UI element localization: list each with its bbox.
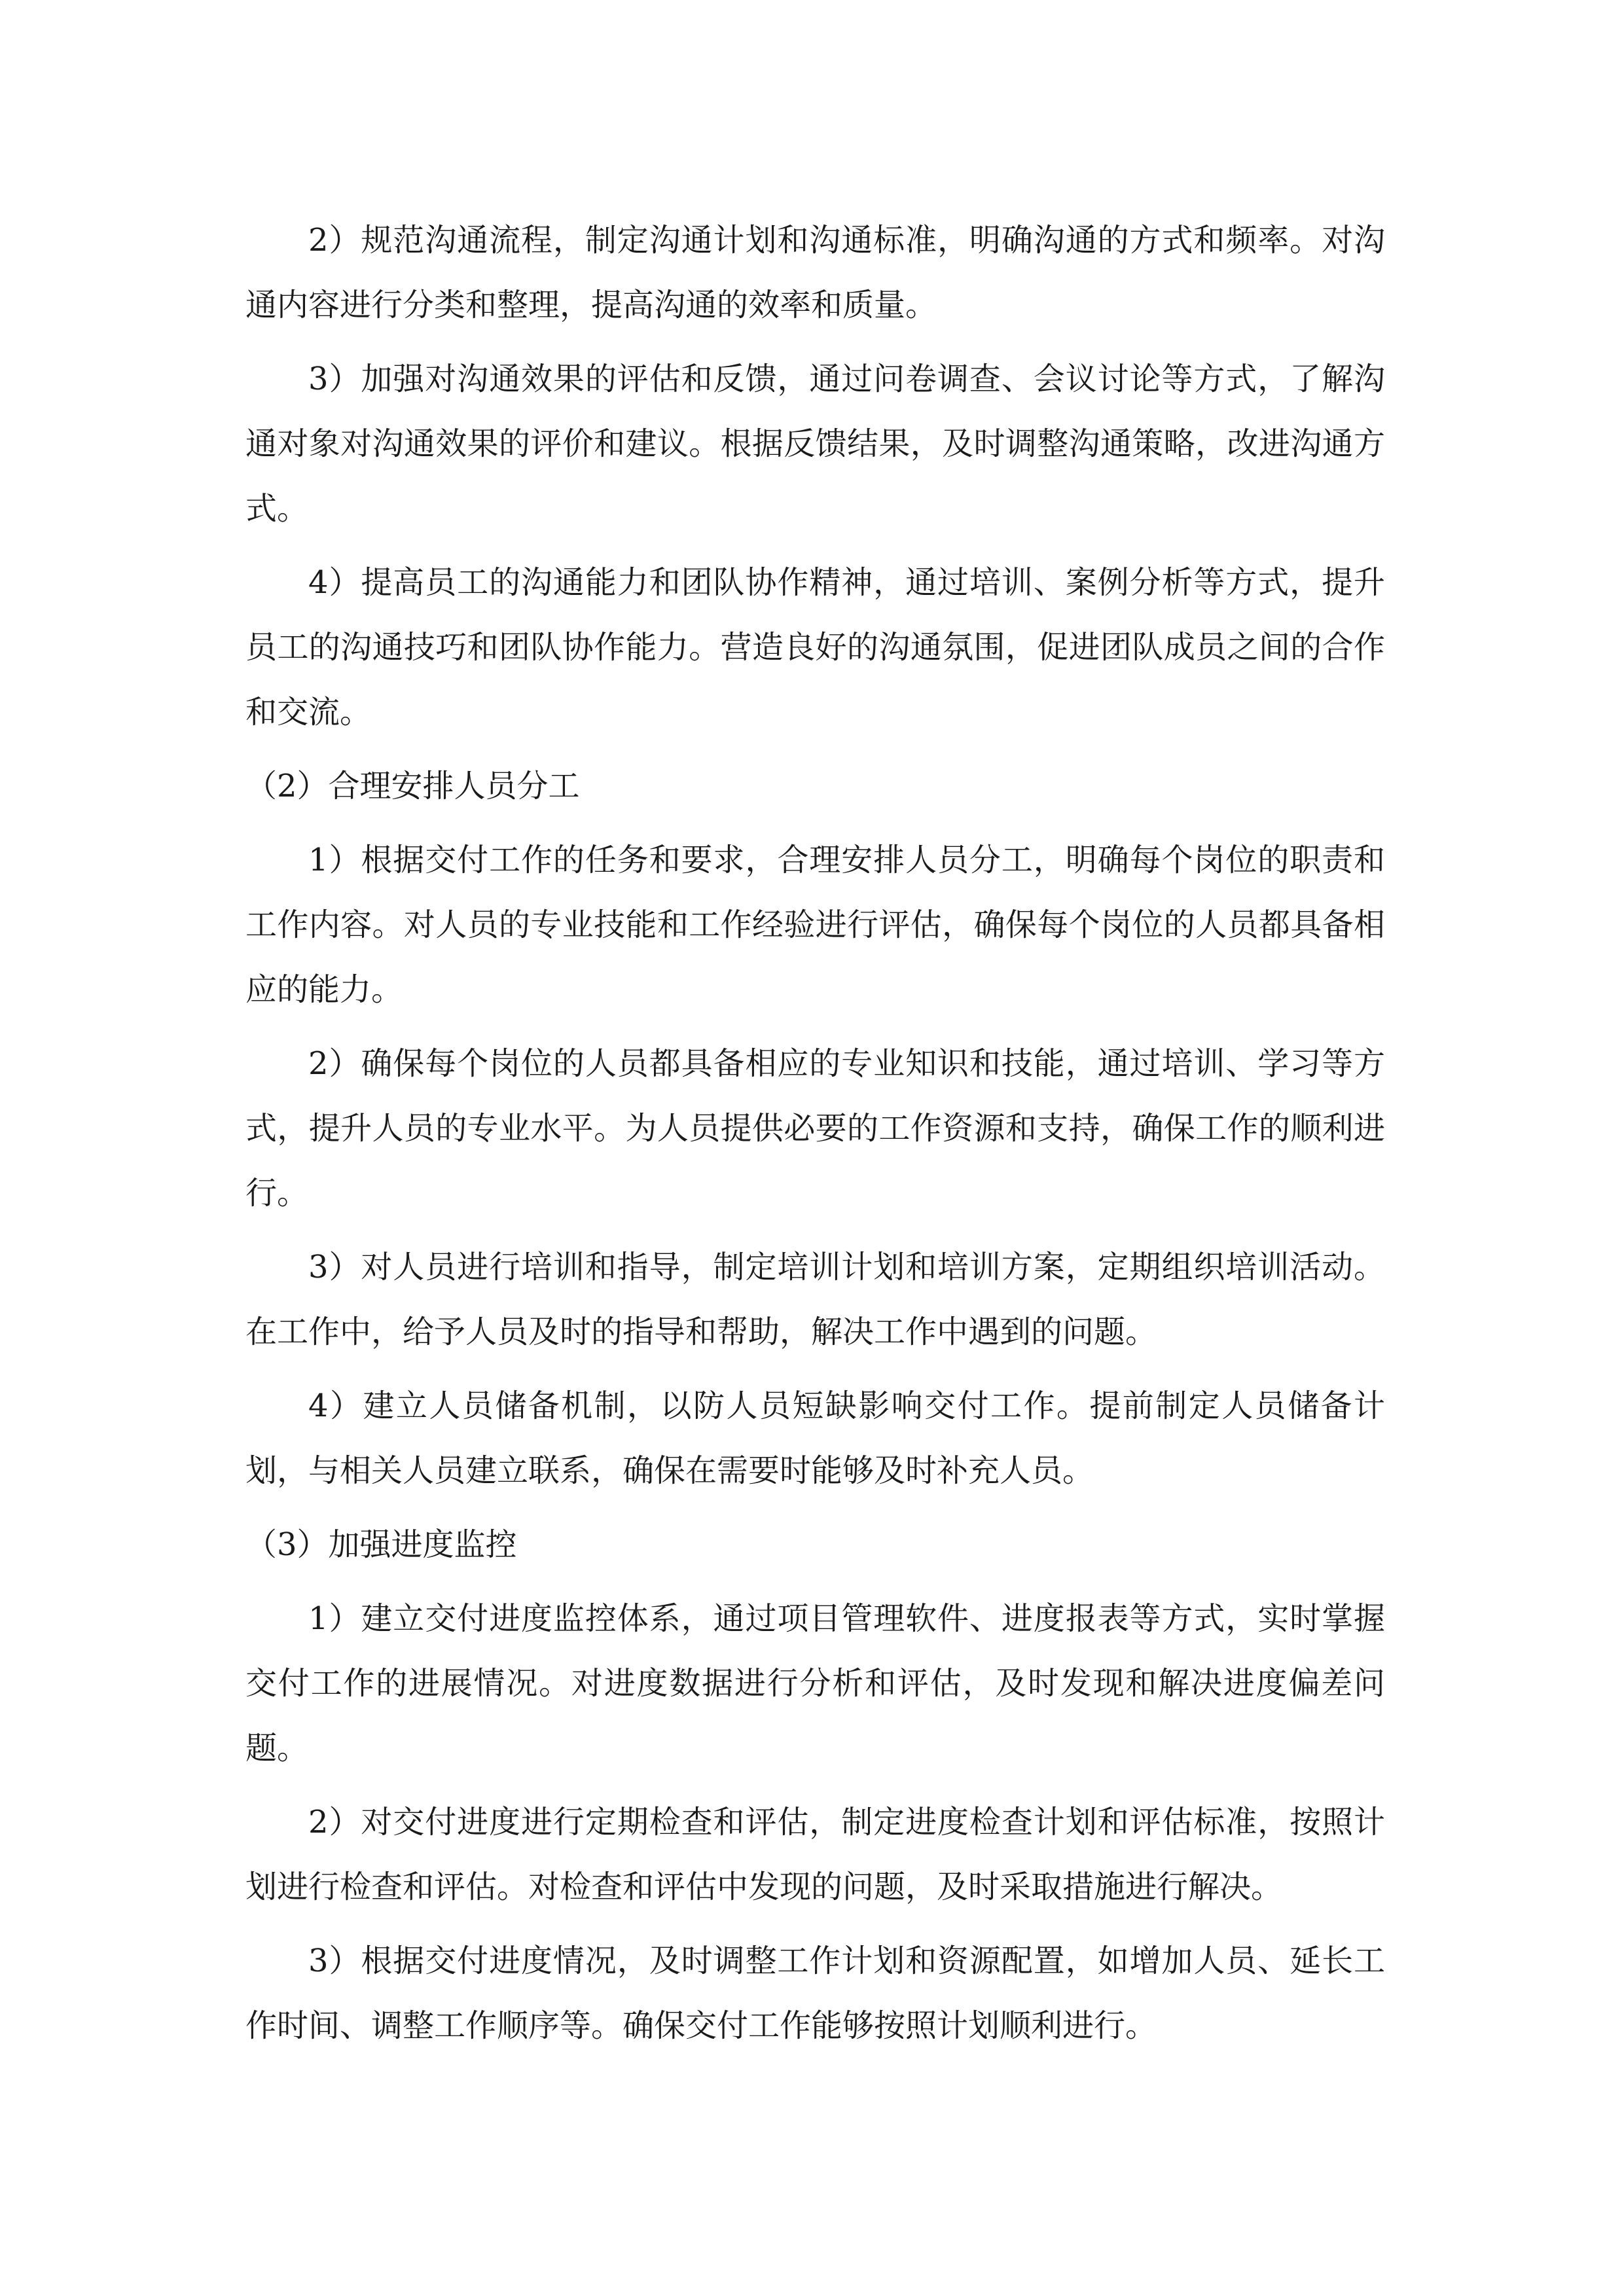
- paragraph-progress-adjustment: 3）根据交付进度情况，及时调整工作计划和资源配置，如增加人员、延长工作时间、调整工作顺序等。确保交付工作能够按照计划顺利进行。: [245, 1943, 1385, 2044]
- document-body: [245, 208, 1385, 2068]
- paragraph-progress-monitoring: 1）建立交付进度监控体系，通过项目管理软件、进度报表等方式，实时掌握交付工作的进展情况。对进度数据进行分析和评估，及时发现和解决进度偏差问题。: [245, 1600, 1385, 1767]
- paragraph-staffing-reserve: 4）建立人员储备机制，以防人员短缺影响交付工作。提前制定人员储备计划，与相关人员建立联系，确保在需要时能够及时补充人员。: [245, 1388, 1385, 1489]
- paragraph-staffing-assignment: 1）根据交付工作的任务和要求，合理安排人员分工，明确每个岗位的职责和工作内容。对人员的专业技能和工作经验进行评估，确保每个岗位的人员都具备相应的能力。: [245, 842, 1385, 1008]
- paragraph-staffing-skills: 2）确保每个岗位的人员都具备相应的专业知识和技能，通过培训、学习等方式，提升人员的专业水平。为人员提供必要的工作资源和支持，确保工作的顺利进行。: [245, 1045, 1385, 1211]
- section-heading-staffing: （2）合理安排人员分工: [245, 768, 580, 804]
- paragraph-communication-skills: 4）提高员工的沟通能力和团队协作精神，通过培训、案例分析等方式，提升员工的沟通技巧和团队协作能力。营造良好的沟通氛围，促进团队成员之间的合作和交流。: [245, 564, 1385, 730]
- paragraph-progress-inspection: 2）对交付进度进行定期检查和评估，制定进度检查计划和评估标准，按照计划进行检查和评估。对检查和评估中发现的问题，及时采取措施进行解决。: [245, 1804, 1385, 1905]
- section-heading-progress: （3）加强进度监控: [245, 1526, 517, 1563]
- paragraph-communication-feedback: 3）加强对沟通效果的评估和反馈，通过问卷调查、会议讨论等方式，了解沟通对象对沟通效果的评价和建议。根据反馈结果，及时调整沟通策略，改进沟通方式。: [245, 361, 1385, 527]
- paragraph-staffing-training: 3）对人员进行培训和指导，制定培训计划和培训方案，定期组织培训活动。在工作中，给予人员及时的指导和帮助，解决工作中遇到的问题。: [245, 1249, 1385, 1350]
- paragraph-communication-process: 2）规范沟通流程，制定沟通计划和沟通标准，明确沟通的方式和频率。对沟通内容进行分类和整理，提高沟通的效率和质量。: [245, 222, 1385, 323]
